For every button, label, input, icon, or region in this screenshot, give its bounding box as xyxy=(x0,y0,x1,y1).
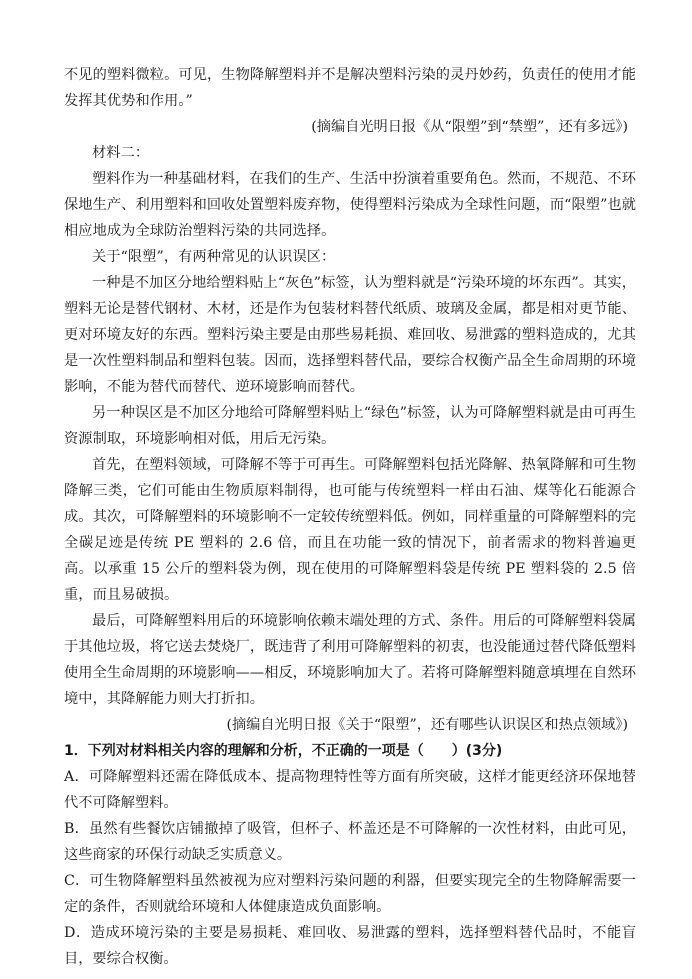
question-title: 1．下列对材料相关内容的理解和分析，不正确的一项是（ ）(3分) xyxy=(64,743,503,759)
paragraph-1: 塑料作为一种基础材料，在我们的生产、生活中扮演着重要角色。然而，不规范、不环保地生产、利用塑料和回收处置塑料废弃物，使得塑料污染成为全球性问题，而“限塑”也就相应地成为全球防治塑料污染的共同选择。 xyxy=(64,171,636,239)
paragraph-6: 最后，可降解塑料用后的环境影响依赖末端处理的方式、条件。用后的可降解塑料袋属于其他垃圾，将它送去焚烧厂，既违背了利用可降解塑料的初衷，也没能通过替代降低塑料使用全生命周期的环境影响——相反，环境影响加大了。若将可降解塑料随意填埋在自然环境中，其降解能力则大打折扣。 xyxy=(64,613,636,707)
option-b: B．虽然有些餐饮店铺撤掉了吸管，但杯子、杯盖还是不可降解的一次性材料，由此可见，这些商家的环保行动缺乏实质意义。 xyxy=(64,821,636,863)
paragraph-4: 另一种误区是不加区分地给可降解塑料贴上“绿色”标签，认为可降解塑料就是由可再生资源制取，环境影响相对低，用后无污染。 xyxy=(64,405,636,447)
source-citation-1: (摘编自光明日报《从“限塑”到“禁塑”，还有多远》) xyxy=(311,119,628,135)
option-a: A．可降解塑料还需在降低成本、提高物理特性等方面有所突破，这样才能更经济环保地替代不可降解塑料。 xyxy=(64,769,636,811)
source-citation-2: (摘编自光明日报《关于“限塑”，还有哪些认识误区和热点领域》) xyxy=(226,717,628,733)
paragraph-2: 关于“限塑”，有两种常见的认识误区： xyxy=(92,249,336,265)
option-d: D．造成环境污染的主要是易损耗、难回收、易泄露的塑料，选择塑料替代品时，不能盲目，要综合权衡。 xyxy=(64,925,636,967)
passage-intro-paragraph: 不见的塑料微粒。可见，生物降解塑料并不是解决塑料污染的灵丹妙药，负责任的使用才能发挥其优势和作用。” xyxy=(64,67,636,109)
material-2-heading: 材料二： xyxy=(92,145,150,161)
paragraph-5: 首先，在塑料领域，可降解不等于可再生。可降解塑料包括光降解、热氧降解和可生物降解三类，它们可能由生物质原料制得，也可能与传统塑料一样由石油、煤等化石能源合成。其次，可降解塑料的环境影响不一定较传统塑料低。例如，同样重量的可降解塑料的完全碳足迹是传统 PE 塑料的 2.6 倍，而且在功能一致的情况下，前者需求的物料普遍更高。以承重 15 公斤的塑料袋为例，现在使用的可降解塑料袋是传统 PE 塑料袋的 2.5 倍重，而且易破损。 xyxy=(64,457,636,603)
document-page xyxy=(64,62,636,972)
option-c: C．可生物降解塑料虽然被视为应对塑料污染问题的利器，但要实现完全的生物降解需要一定的条件，否则就给环境和人体健康造成负面影响。 xyxy=(64,873,636,915)
paragraph-3: 一种是不加区分地给塑料贴上“灰色”标签，认为塑料就是“污染环境的坏东西”。其实，塑料无论是替代钢材、木材，还是作为包装材料替代纸质、玻璃及金属，都是相对更节能、更对环境友好的东西。塑料污染主要是由那些易耗损、难回收、易泄露的塑料造成的，尤其是一次性塑料制品和塑料包装。因而，选择塑料替代品，要综合权衡产品全生命周期的环境影响，不能为替代而替代、逆环境影响而替代。 xyxy=(64,275,636,395)
